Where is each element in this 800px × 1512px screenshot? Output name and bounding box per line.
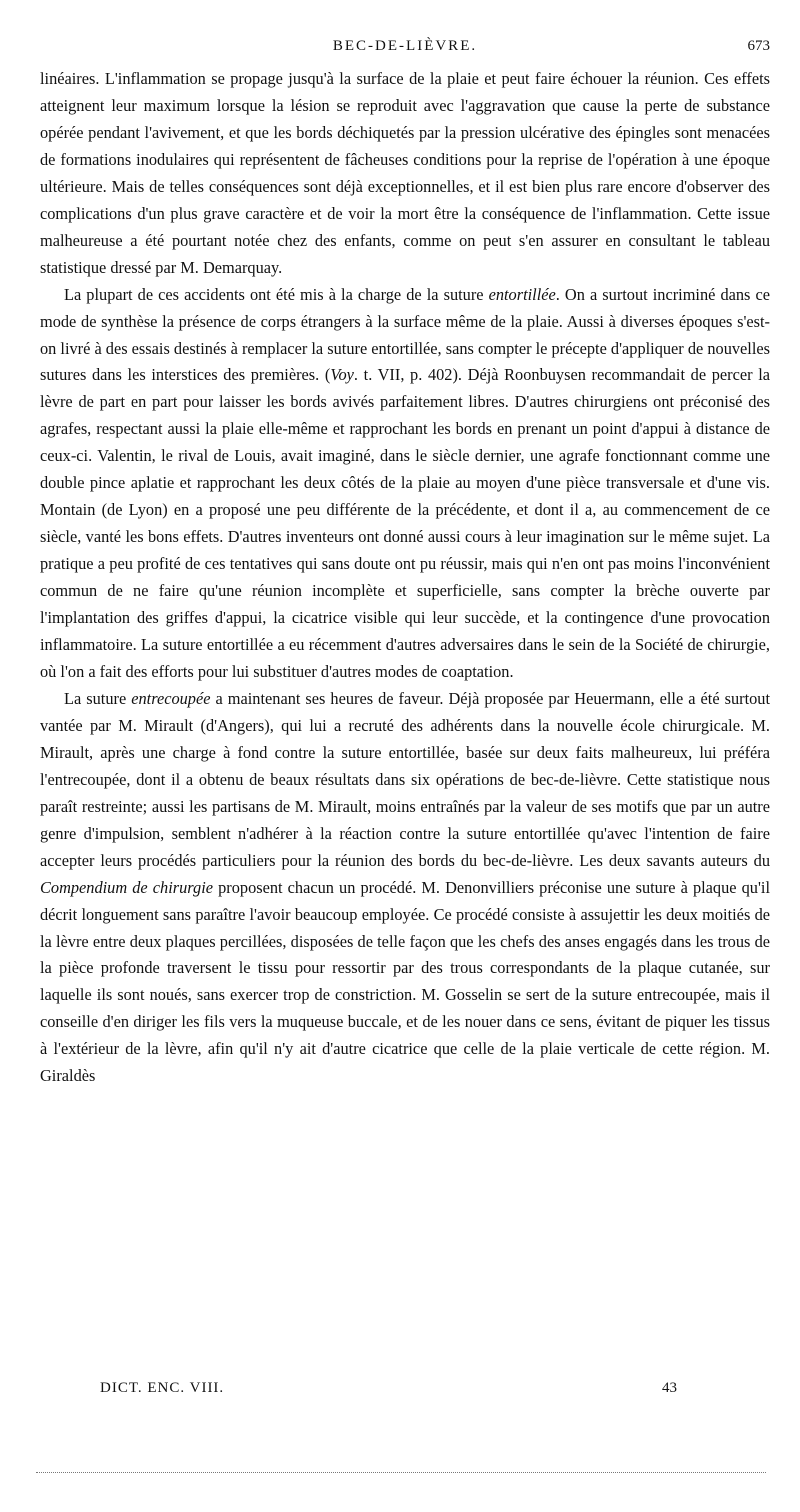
text-run: proposent chacun un procédé. M. Denonvilliers préconise une suture à plaque qu'il décrit longuement sans paraître l'avoir beaucoup employée. Ce procédé consiste à assujettir les deux moitiés de la lèvre entre deux plaques percillées, disposées de telle façon que les chefs des anses engagés dans les trous de la pièce profonde traversent le tissu pour ressortir par des trous correspondants de la plaque cutanée, sur laquelle ils sont noués, sans exercer trop de constriction. M. Gosselin se sert de la suture entrecoupée, mais il conseille d'en diriger les fils vers la muqueuse buccale, et de les nouer dans ce sens, évitant de piquer les tissus à l'extérieur de la lèvre, afin qu'il n'y ait d'autre cicatrice que celle de la plaie verticale de cette région. M. Giraldès [40, 877, 770, 1086]
text-run: . On a surtout incriminé dans ce mode de synthèse la présence de corps étrangers à la surface même de la plaie. Aussi à diverses époques s'est-on livré à des essais destinés à remplacer la suture entortillée, sans compter le précepte d'appliquer de nouvelles sutures dans les interstices des premières. ( [40, 284, 770, 385]
paragraph [40, 66, 770, 282]
body-text [40, 66, 770, 1090]
paragraph [40, 686, 770, 1090]
italic-text: entortillée [488, 284, 556, 304]
running-head-title: BEC-DE-LIÈVRE. [332, 38, 478, 54]
text-run: linéaires. L'inflammation se propage jusqu'à la surface de la plaie et peut faire échouer la réunion. Ces effets atteignent leur maximum lorsque la lésion se reproduit avec l'aggravation que cause la perte de substance opérée pendant l'avivement, et que les bords déchiquetés par la pression ulcérative des épingles sont menacées de formations inodulaires qui représentent de fâcheuses conditions pour la reprise de l'opération à une époque ultérieure. Mais de telles conséquences sont déjà exceptionnelles, et il est bien plus rare encore d'observer des complications d'un plus grave caractère et de voir la mort être la conséquence de l'inflammation. Cette issue malheureuse a été pourtant notée chez des enfants, comme on peut s'en assurer en consultant le tableau statistique dressé par M. Demarquay. [40, 69, 770, 277]
bottom-dotted-rule [36, 1472, 766, 1473]
text-run: La plupart de ces accidents ont été mis à la charge de la suture [64, 284, 489, 304]
gathering-number: 43 [662, 1380, 677, 1396]
text-run: a maintenant ses heures de faveur. Déjà proposée par Heuermann, elle a été surtout vantée par M. Mirault (d'Angers), qui lui a recruté des adhérents dans la nouvelle école chirurgicale. M. Mirault, après une charge à fond contre la suture entortillée, basée sur deux faits malheureux, lui préféra l'entrecoupée, dont il a obtenu de beaux résultats dans six opérations de bec-de-lièvre. Cette statistique nous paraît restreinte; aussi les partisans de M. Mirault, moins entraînés par la valeur de ses motifs que par un autre genre d'impulsion, semblent n'adhérer à la réaction contre la suture entortillée qu'avec l'intention de faire accepter leurs procédés particuliers pour la réunion des bords du bec-de-lièvre. Les deux savants auteurs du [40, 688, 770, 870]
italic-text: entrecoupée [131, 688, 211, 708]
running-head [40, 38, 770, 58]
paragraph [40, 282, 770, 686]
text-run: La suture [64, 688, 132, 708]
text-run: . t. VII, p. 402). Déjà Roonbuysen recommandait de percer la lèvre de part en part pour laisser les bords avivés parfaitement libres. D'autres chirurgiens ont préconisé des agrafes, respectant aussi la plaie elle-même et rapprochant les bords en prenant un point d'appui à distance de ceux-ci. Valentin, le rival de Louis, avait imaginé, dans le siècle dernier, une agrafe fonctionnant comme une double pince aplatie et rapprochant les deux côtés de la plaie au moyen d'une pièce transversale et d'une vis. Montain (de Lyon) en a proposé une peu différente de la précédente, et dont il a, au commencement de ce siècle, vanté les bons effets. D'autres inventeurs ont donné aussi cours à leur imagination sur le même sujet. La pratique a peu profité de ces tentatives qui sans doute ont pu réussir, mais qui n'en ont pas moins l'inconvénient commun de ne faire qu'une réunion incomplète et superficielle, sans compter la brèche ouverte par l'implantation des griffes d'appui, la cicatrice visible qui leur succède, et la contingence d'une provocation inflammatoire. La suture entortillée a eu récemment d'autres adversaires dans le sein de la Société de chirurgie, où l'on a fait des efforts pour lui substituer d'autres modes de coaptation. [40, 365, 770, 681]
page-footer [40, 1380, 770, 1400]
italic-text: Compendium de chirurgie [40, 877, 214, 897]
italic-text: Voy [330, 365, 354, 385]
signature-mark: DICT. ENC. VIII. [100, 1380, 225, 1396]
page-number: 673 [747, 38, 770, 54]
